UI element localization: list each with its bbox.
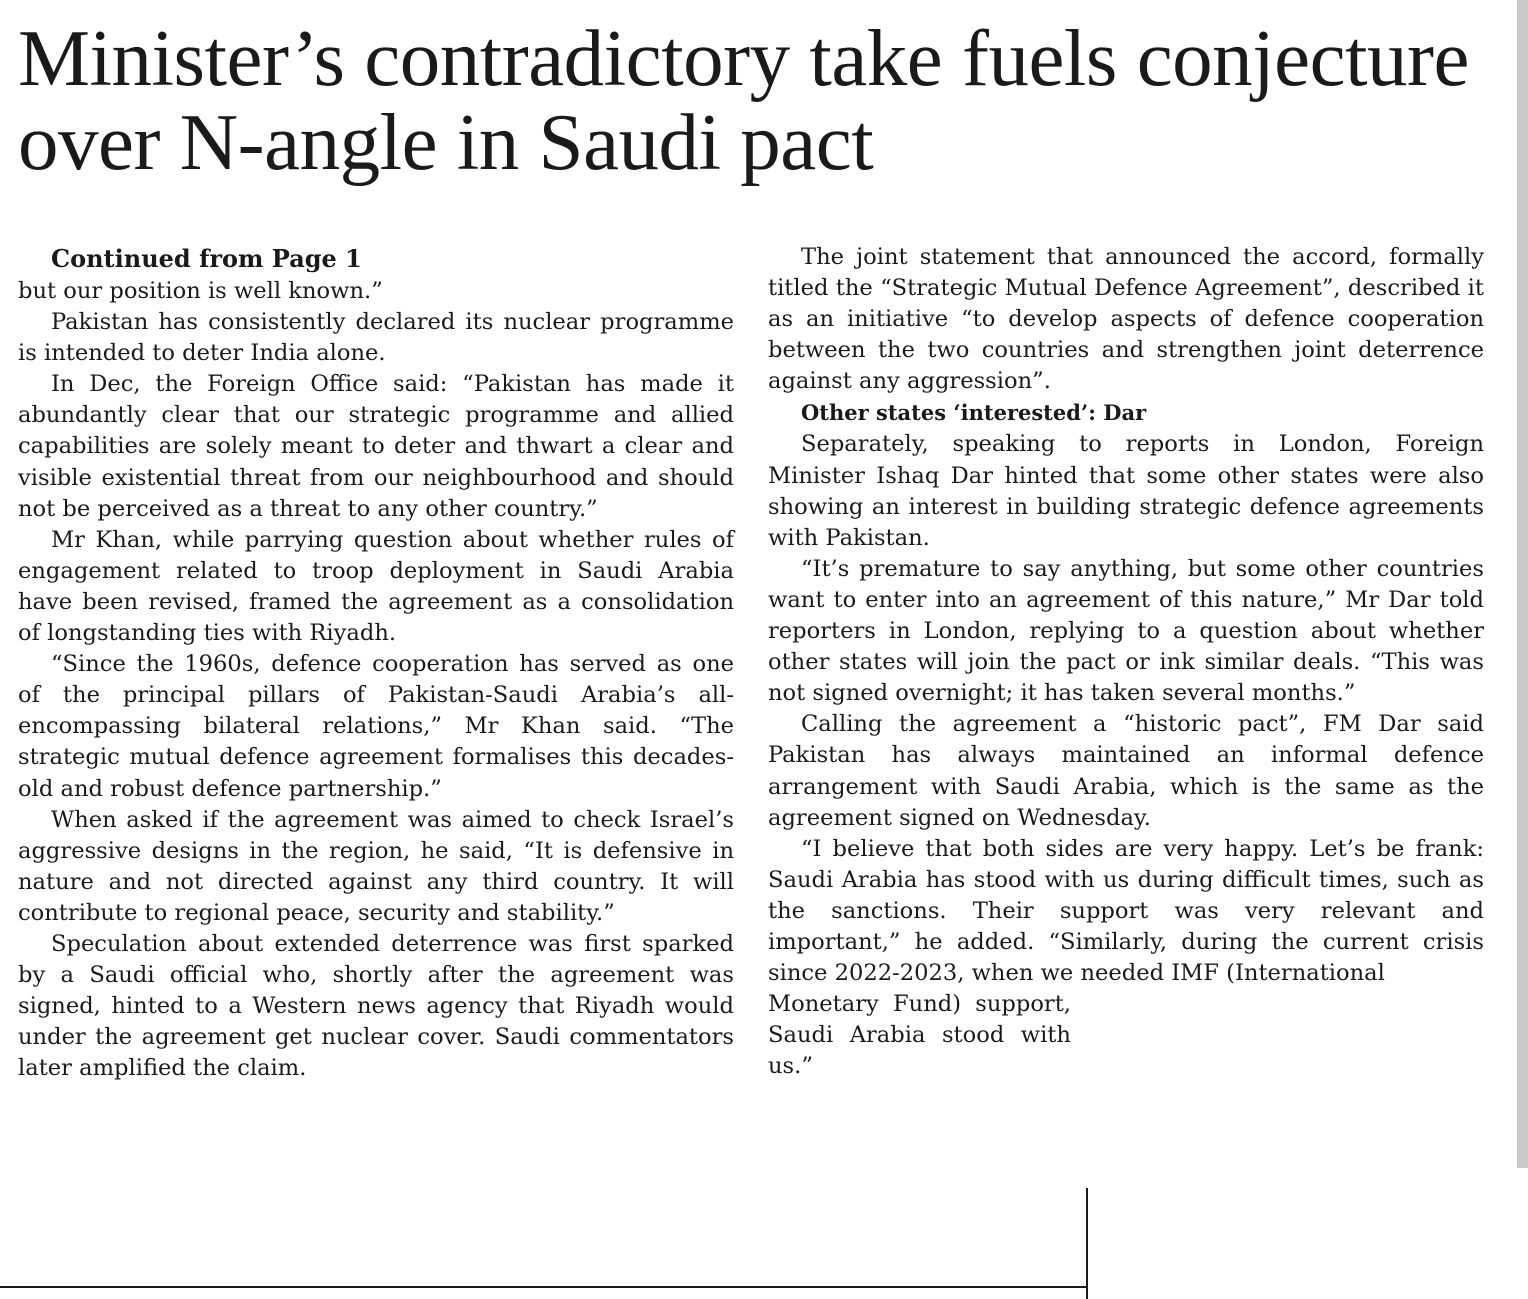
paragraph: “Since the 1960s, defence cooperation has served as one of the principal pillars of Pakistan-Saudi Arabia’s all-encompassing bilateral relations,” Mr Khan said. “The strategic mutual defence agreement formalises this decades-old and robust defence partnership.” — [18, 651, 734, 802]
paragraph: When asked if the agreement was aimed to check Israel’s aggressive designs in the region, he said, “It is defensive in nature and not directed against any third country. It will contribute to regional peace, security and stability.” — [18, 806, 734, 926]
paragraph: In Dec, the Foreign Office said: “Pakistan has made it abundantly clear that our strategic programme and allied capabilities are solely meant to deter and thwart a clear and visible existential threat from our neighbourhood and should not be perceived as a threat to any other country.” — [18, 371, 734, 522]
paragraph: “I believe that both sides are very happy. Let’s be frank: Saudi Arabia has stood with us during difficult times, such as the sanctions. Their support was very relevant and important,” he added. “Similarly, during the current crisis since 2022-2023, when we needed IMF (International — [768, 835, 1484, 987]
paragraph: Separately, speaking to reports in London, Foreign Minister Ishaq Dar hinted that some other states were also showing an interest in building strategic defence agreements with Pakistan. — [768, 431, 1484, 551]
continued-kicker: Continued from Page 1 — [51, 244, 362, 273]
subheading: Other states ‘interested’: Dar — [801, 400, 1147, 426]
page-edge-rule — [1517, 0, 1528, 1168]
right-column — [768, 242, 1484, 1082]
paragraph: Calling the agreement a “historic pact”, FM Dar said Pakistan has always maintained an informal defence arrangement with Saudi Arabia, which is the same as the agreement signed on Wednesday. — [768, 711, 1484, 831]
paragraph: Pakistan has consistently declared its nuclear programme is intended to deter India alone. — [18, 309, 734, 367]
left-column — [18, 242, 734, 1084]
paragraph-closing: Monetary Fund) support, Saudi Arabia stood with us.” — [768, 991, 1071, 1080]
paragraph: Mr Khan, while parrying question about whether rules of engagement related to troop deployment in Saudi Arabia have been revised, framed the agreement as a consolidation of longstanding ties with Riyadh. — [18, 526, 734, 647]
column-box-rule — [1086, 1188, 1088, 1299]
headline: Minister’s contradictory take fuels conjecture over N-angle in Saudi pact — [18, 13, 1469, 187]
bottom-rule — [0, 1286, 1088, 1288]
paragraph: but our position is well known.” — [18, 278, 383, 304]
paragraph: The joint statement that announced the accord, formally titled the “Strategic Mutual Defence Agreement”, described it as an initiative “to develop aspects of defence cooperation between the two countries and strengthen joint deterrence against any aggression”. — [768, 244, 1484, 395]
paragraph: Speculation about extended deterrence was first sparked by a Saudi official who, shortly after the agreement was signed, hinted to a Western news agency that Riyadh would under the agreement get nuclear cover. Saudi commentators later amplified the claim. — [18, 930, 734, 1082]
paragraph: “It’s premature to say anything, but some other countries want to enter into an agreement of this nature,” Mr Dar told reporters in London, replying to a question about whether other states will join the pact or ink similar deals. “This was not signed overnight; it has taken several months.” — [768, 555, 1484, 707]
